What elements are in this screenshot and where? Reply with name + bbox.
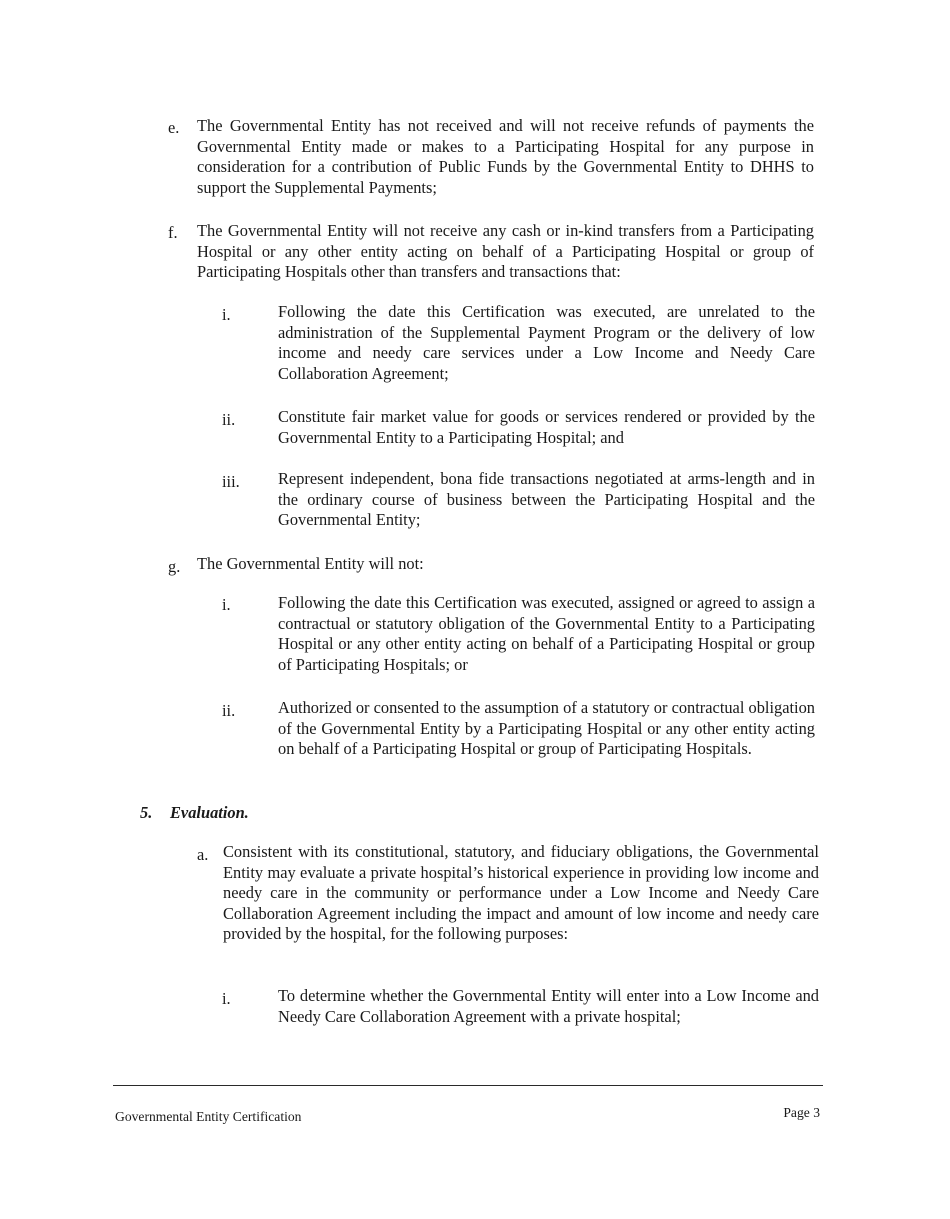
item-f-i-text: Following the date this Certification was executed, are unrelated to the administration of the Supplemental Payment Program or the delivery of low income and needy care services under a Low Income and Needy Care Collaboration Agreement; (278, 302, 815, 383)
item-f-text: The Governmental Entity will not receive any cash or in-kind transfers from a Participating Hospital or any other entity acting on behalf of a Participating Hospital or group of Participating Hospitals other than transfers and transactions that: (197, 221, 814, 282)
item-g-ii-text: Authorized or consented to the assumption of a statutory or contractual obligation of the Governmental Entity by a Participating Hospital or any other entity acting on behalf of a Participating Hospital or group of Participating Hospitals. (278, 698, 815, 759)
item-f-ii-marker: ii. (222, 410, 236, 429)
footer-rule (113, 1085, 823, 1086)
item-g-i-text: Following the date this Certification was executed, assigned or agreed to assign a contractual or statutory obligation of the Governmental Entity to a Participating Hospital or any other entity acting on behalf of a Participating Hospital or group of Participating Hospitals; or (278, 593, 815, 674)
item-g-i-marker: i. (222, 595, 231, 614)
section-5-a-i-text: To determine whether the Governmental Entity will enter into a Low Income and Needy Care Collaboration Agreement with a private hospital; (278, 986, 819, 1026)
item-f-ii-text: Constitute fair market value for goods or services rendered or provided by the Governmental Entity to a Participating Hospital; and (278, 407, 815, 447)
footer-page-number: Page 3 (783, 1105, 820, 1120)
section-5-a-marker: a. (197, 845, 209, 864)
item-g-marker: g. (168, 557, 181, 576)
item-e-marker: e. (168, 118, 180, 137)
item-f-marker: f. (168, 223, 178, 242)
item-g-text: The Governmental Entity will not: (197, 554, 424, 573)
item-f-i-marker: i. (222, 305, 231, 324)
item-g-ii-marker: ii. (222, 701, 236, 720)
item-f-iii-text: Represent independent, bona fide transactions negotiated at arms-length and in the ordinary course of business between the Participating Hospital and the Governmental Entity; (278, 469, 815, 530)
item-f-iii-marker: iii. (222, 472, 240, 491)
item-e-text: The Governmental Entity has not received and will not receive refunds of payments the Governmental Entity made or makes to a Participating Hospital for any purpose in consideration for a contribution of Public Funds by the Governmental Entity to DHHS to support the Supplemental Payments; (197, 116, 814, 197)
section-5-title: Evaluation. (170, 803, 249, 822)
footer-document-title: Governmental Entity Certification (115, 1109, 302, 1124)
section-5-a-text: Consistent with its constitutional, statutory, and fiduciary obligations, the Governmental Entity may evaluate a private hospital’s historical experience in providing low income and needy care in the community or performance under a Low Income and Needy Care Collaboration Agreement including the impact and amount of low income and needy care provided by the hospital, for the following purposes: (223, 842, 819, 944)
section-5-number: 5. (140, 803, 153, 822)
section-5-a-i-marker: i. (222, 989, 231, 1008)
